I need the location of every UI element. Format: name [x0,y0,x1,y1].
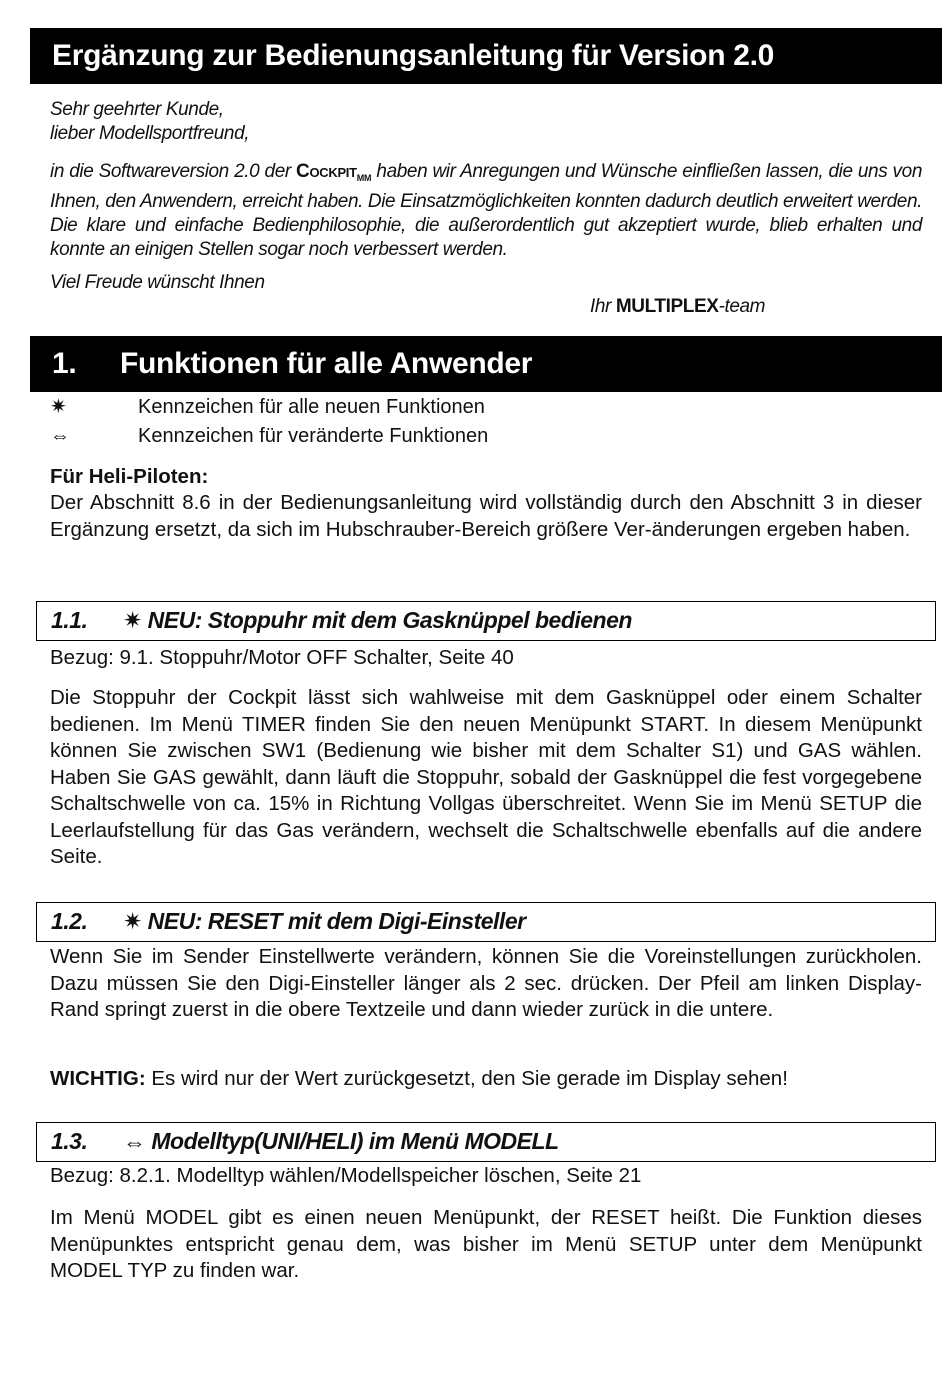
subsection-number: 1.2. [51,908,88,934]
star-icon: ✷ [123,908,142,934]
intro-paragraph [50,160,922,262]
signature: Ihr MULTIPLEX-team [590,296,766,317]
subsection-title: Modelltyp(UNI/HELI) im Menü MODELL [151,1128,559,1154]
greeting-line-1: Sehr geehrter Kunde, [50,99,224,120]
subsection-heading-1-1 [36,601,936,641]
warning-note [50,1066,922,1092]
section-title: Funktionen für alle Anwender [120,347,533,380]
document-title: Ergänzung zur Bedienungsanleitung für Version 2.0 [30,28,942,84]
star-icon: ✷ [50,396,67,418]
subsection-title: NEU: RESET mit dem Digi-Einsteller [147,908,526,934]
closing-line: Viel Freude wünscht Ihnen [50,272,265,293]
intro-text-after: haben wir Anregungen und Wünsche einfließen lassen, die uns von Ihnen, den Anwendern, erreicht haben. Die Einsatzmöglichkeiten konnten dadurch deutlich erweitert werden. Die klare und einfache Bedienphilosophie, die außerordentlich gut akzeptiert wurde, blieb erhalten und konnte an einigen Stellen sogar noch verbessert werden. [50,161,922,260]
greeting [50,98,922,146]
section-number: 1. [52,347,77,380]
paragraph-1-2: Wenn Sie im Sender Einstellwerte verändern, können Sie die Voreinstellungen zurückholen. Dazu müssen Sie den Digi-Einsteller länger als 2 sec. drücken. Der Pfeil am linken Display-Rand springt zuerst in die obere Textzeile und dann wieder zurück in die untere. [50,945,922,1021]
reference-1-1: Bezug: 9.1. Stoppuhr/Motor OFF Schalter, Seite 40 [50,646,514,669]
cockpit-brand: Cockpit$_{MM}$ [296,161,372,183]
subsection-number: 1.1. [51,607,88,633]
legend-changed-text: Kennzeichen für veränderte Funktionen [138,425,489,447]
cockpit-brand-sub: MM [356,173,372,183]
paragraph-1-3: Im Menü MODEL gibt es einen neuen Menüpunkt, der RESET heißt. Die Funktion dieses Menüpunktes entspricht genau dem, was bisher im Menü SETUP unter dem Menüpunkt MODEL TYP zu finden war. [50,1206,922,1282]
star-icon: ✷ [123,607,142,633]
paragraph-1-1: Die Stoppuhr der Cockpit lässt sich wahlweise mit dem Gasknüppel oder einem Schalter bedienen. Im Menü TIMER finden Sie den neuen Menüpunkt START. In diesem Menüpunkt können Sie zwischen SW1 (Bedienung wie bisher mit dem Schalter S1) und GAS wählen. Haben Sie GAS gewählt, dann läuft die Stoppuhr, sobald der Gasknüppel die fest vorgegebene Schaltschwelle von ca. 15% in Richtung Vollgas überschreitet. Wenn Sie im Menü SETUP die Leerlaufstellung für das Gas verändern, wechselt die Schaltschwelle ebenfalls auf die andere Seite. [50,686,922,868]
reference-1-3: Bezug: 8.2.1. Modelltyp wählen/Modellspeicher löschen, Seite 21 [50,1164,642,1187]
legend-changed [50,422,488,450]
subsection-heading-1-2 [36,902,936,942]
signature-brand: MULTIPLEX [615,296,719,317]
intro-text-before: in die Softwareversion 2.0 der [50,161,297,182]
double-arrow-icon: ⇔ [50,425,70,447]
legend-new-text: Kennzeichen für alle neuen Funktionen [138,396,485,418]
subsection-heading-1-3 [36,1122,936,1162]
section-heading [30,336,942,392]
heli-title: Für Heli-Piloten: [50,465,209,488]
subsection-title: NEU: Stoppuhr mit dem Gasknüppel bedienen [147,607,632,633]
subsection-number: 1.3. [51,1128,88,1154]
double-arrow-icon: ⇔ [123,1128,146,1154]
warning-label: WICHTIG: [50,1067,146,1090]
heli-text: Der Abschnitt 8.6 in der Bedienungsanleitung wird vollständig durch den Abschnitt 3 in dieser Ergänzung ersetzt, da sich im Hubschrauber-Bereich größere Ver-änderungen ergeben haben. [50,491,922,541]
legend-new [50,393,485,421]
greeting-line-2: lieber Modellsportfreund, [50,123,250,144]
warning-text: Es wird nur der Wert zurückgesetzt, den Sie gerade im Display sehen! [145,1067,788,1090]
